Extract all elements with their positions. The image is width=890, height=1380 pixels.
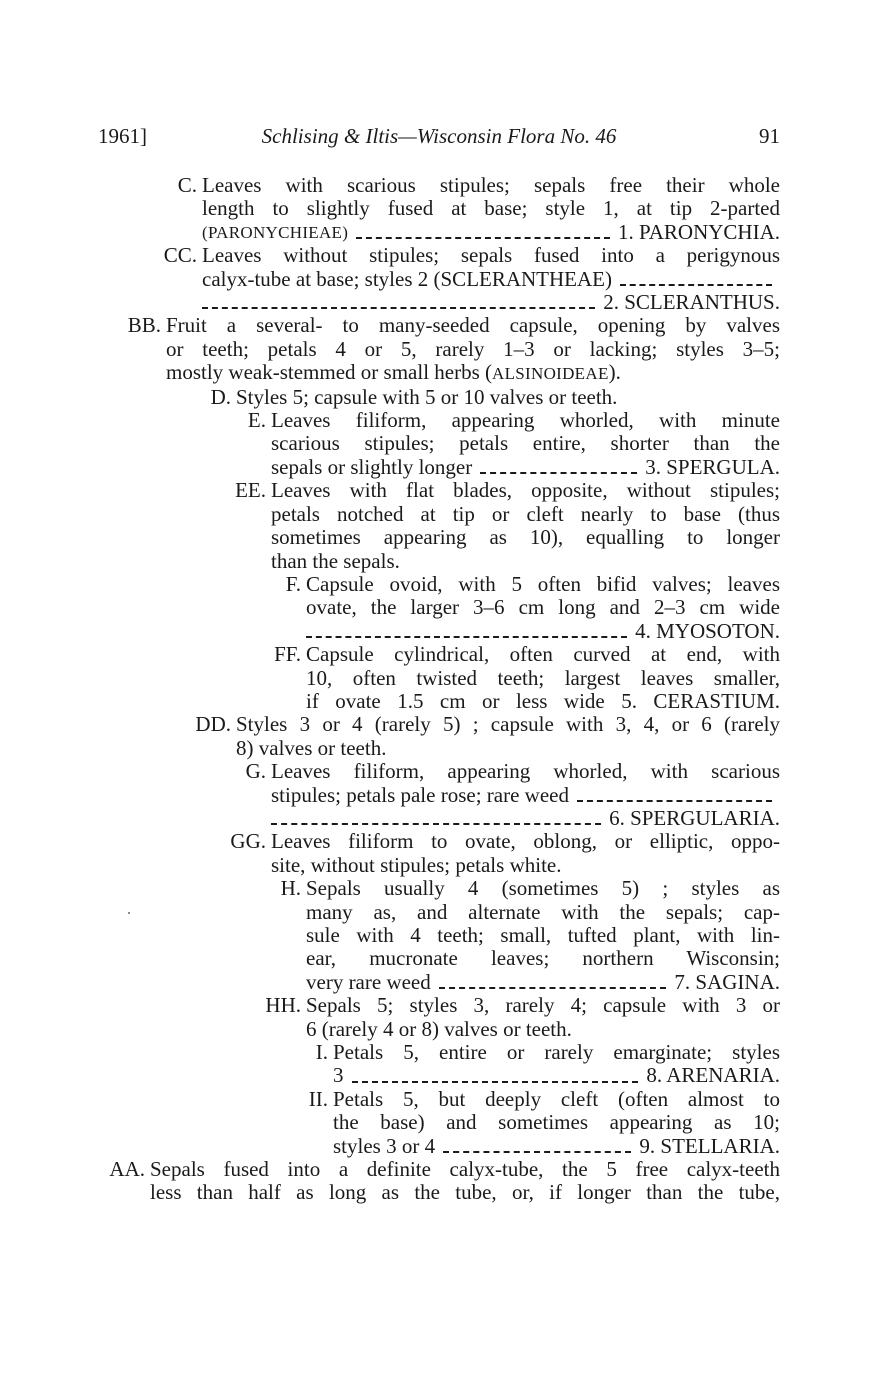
key-entry-c [177, 173, 780, 244]
entry-line: Styles 5; capsule with 5 or 10 valves or teeth. [236, 384, 618, 409]
entry-line: Leaves filiform, appearing whorled, with scarious [271, 759, 780, 784]
entry-line: if ovate 1.5 cm or less wide 5. CERASTIUM. [306, 688, 780, 713]
page-number: 91 [759, 124, 780, 148]
genus-name: 6. SPERGULARIA. [609, 805, 780, 830]
entry-label: BB. [127, 313, 161, 338]
genus-name: 3. SPERGULA. [645, 454, 780, 479]
key-entry-gg [230, 829, 780, 877]
entry-line: ear, mucronate leaves; northern Wisconsin; [306, 946, 780, 971]
entry-line: than the sepals. [271, 548, 400, 573]
entry-line: 8) valves or teeth. [236, 735, 387, 760]
entry-label: F. [285, 571, 301, 596]
entry-label: D. [210, 384, 231, 409]
genus-name: 9. STELLARIA. [639, 1133, 780, 1158]
dot-leader [439, 971, 667, 994]
entry-leader-line [271, 807, 780, 830]
entry-leader-line [271, 456, 780, 479]
entry-label: HH. [265, 993, 301, 1018]
entry-line: Styles 3 or 4 (rarely 5) ; capsule with 3, 4, or 6 (rarely [236, 712, 780, 737]
key-entry-bb [127, 313, 780, 385]
key-entry-ee [235, 478, 780, 573]
entry-line: sometimes appearing as 10), equalling to longer [271, 525, 780, 550]
key-entry-aa [109, 1157, 780, 1205]
key-entry-f [285, 571, 780, 643]
entry-line: Leaves filiform, appearing whorled, with minute [271, 408, 780, 433]
key-entry-e [247, 408, 780, 479]
entry-line-text: stipules; petals pale rose; rare weed [271, 782, 569, 807]
key-entry-cc [163, 243, 780, 315]
key-entry-hh [265, 993, 780, 1041]
entry-label: H. [280, 876, 301, 901]
key-entry-i [315, 1040, 780, 1088]
entry-line: Sepals 5; styles 3, rarely 4; capsule with 3 or [306, 993, 780, 1018]
genus-name: 7. SAGINA. [674, 969, 780, 994]
entry-line: 10, often twisted teeth; largest leaves smaller, [306, 665, 780, 690]
key-entry-h [280, 876, 780, 994]
genus-name: 1. PARONYCHIA. [617, 219, 780, 244]
entry-leader-line [333, 1064, 780, 1087]
entry-line: Leaves filiform to ovate, oblong, or elliptic, oppo- [271, 829, 780, 854]
entry-line: Fruit a several- to many-seeded capsule, opening by valves [166, 313, 780, 338]
entry-line: Leaves without stipules; sepals fused into a perigynous [202, 243, 780, 268]
genus-name: 4. MYOSOTON. [635, 618, 780, 643]
entry-leader-line [202, 221, 780, 244]
entry-line: length to slightly fused at base; style 1, at tip 2-parted [202, 196, 780, 221]
entry-line: Petals 5, entire or rarely emarginate; styles [333, 1040, 780, 1065]
entry-line: Sepals fused into a definite calyx-tube, the 5 free calyx-teeth [150, 1157, 780, 1182]
tribe-name: (PARONYCHIEAE) [202, 222, 349, 242]
entry-line: petals notched at tip or cleft nearly to base (thus [271, 501, 780, 526]
entry-line: Petals 5, but deeply cleft (often almost to [333, 1086, 780, 1111]
entry-line: Capsule cylindrical, often curved at end, with [306, 642, 780, 667]
entry-leader-line [333, 1135, 780, 1158]
entry-label: II. [308, 1086, 328, 1111]
genus-name: 2. SCLERANTHUS. [603, 290, 780, 315]
key-entry-d [210, 384, 780, 409]
entry-line-text: sepals or slightly longer [271, 454, 473, 479]
entry-leader-line [306, 620, 780, 643]
dot-leader [202, 291, 595, 314]
entry-line: site, without stipules; petals white. [271, 852, 562, 877]
entry-line: Leaves with flat blades, opposite, without stipules; [271, 478, 780, 503]
entry-label: C. [177, 173, 197, 197]
entry-line-text: very rare weed [306, 969, 431, 994]
genus-name: 8. ARENARIA. [646, 1063, 780, 1088]
entry-label: FF. [274, 642, 301, 667]
entry-leader-line [202, 291, 780, 314]
entry-line: many as, and alternate with the sepals; cap- [306, 899, 780, 924]
dot-leader [577, 784, 772, 807]
entry-line: the base) and sometimes appearing as 10; [333, 1110, 780, 1135]
entry-line: 6 (rarely 4 or 8) valves or teeth. [306, 1016, 572, 1041]
key-entry-g [245, 759, 780, 830]
dot-leader [306, 620, 627, 643]
header-title: Schlising & Iltis—Wisconsin Flora No. 46 [261, 124, 617, 148]
entry-label: AA. [109, 1157, 145, 1182]
entry-label: EE. [235, 478, 266, 503]
entry-leader-line [202, 268, 780, 291]
entry-line: less than half as long as the tube, or, if longer than the tube, [150, 1180, 780, 1205]
entry-line-text: calyx-tube at base; styles 2 (SCLERANTHEAE) [202, 266, 612, 291]
entry-label: E. [247, 408, 266, 433]
header-year: 1961] [98, 124, 147, 148]
entry-label: DD. [195, 712, 231, 737]
key-entry-ii [308, 1086, 780, 1158]
dot-leader [271, 807, 601, 830]
dot-leader [356, 221, 610, 244]
entry-line-text: 3 [333, 1063, 344, 1088]
entry-label: I. [315, 1040, 328, 1065]
dot-leader [443, 1135, 631, 1158]
key-entry-dd [195, 712, 780, 760]
entry-leader-line [306, 971, 780, 994]
entry-line: sule with 4 teeth; small, tufted plant, with lin- [306, 923, 780, 947]
entry-line-text: styles 3 or 4 [333, 1133, 436, 1158]
entry-line: Capsule ovoid, with 5 often bifid valves; leaves [306, 571, 780, 596]
key-entry-ff [274, 642, 780, 713]
identification-key [0, 174, 890, 1205]
entry-label: CC. [163, 243, 197, 268]
dot-leader [352, 1064, 639, 1087]
entry-line: scarious stipules; petals entire, shorter than the [271, 431, 780, 456]
dot-leader [620, 268, 772, 291]
entry-line: Leaves with scarious stipules; sepals free their whole [202, 173, 780, 197]
entry-line: mostly weak-stemmed or small herbs (ALSINOIDEAE). [166, 360, 621, 385]
entry-label: G. [245, 759, 266, 784]
entry-leader-line [271, 784, 780, 807]
entry-label: GG. [230, 829, 266, 854]
dot-leader [480, 456, 637, 479]
entry-line: or teeth; petals 4 or 5, rarely 1–3 or lacking; styles 3–5; [166, 336, 780, 361]
entry-line: ovate, the larger 3–6 cm long and 2–3 cm wide [306, 595, 780, 620]
entry-line: Sepals usually 4 (sometimes 5) ; styles as [306, 876, 780, 901]
